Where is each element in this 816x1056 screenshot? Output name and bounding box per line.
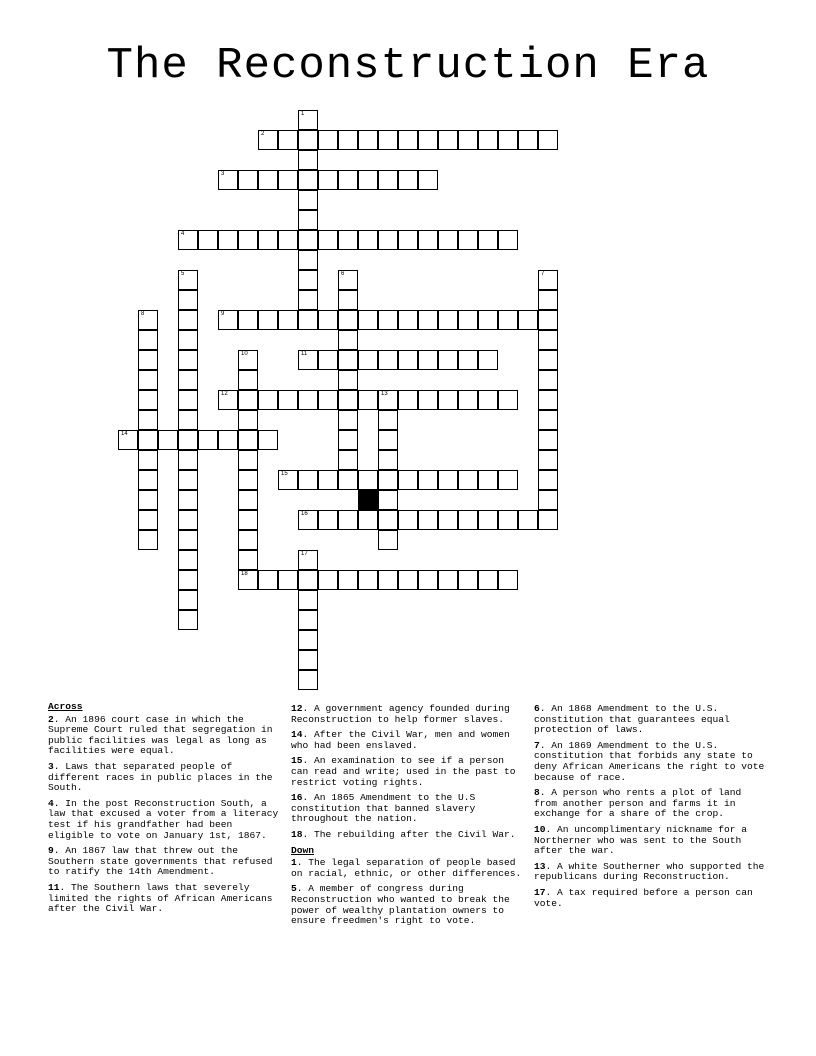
grid-cell[interactable] <box>498 470 518 490</box>
clue-number: 4 <box>48 797 54 809</box>
grid-cell[interactable] <box>378 570 398 590</box>
grid-cell[interactable] <box>438 350 458 370</box>
grid-cell[interactable] <box>378 230 398 250</box>
cell-number: 7 <box>541 271 545 277</box>
grid-cell[interactable] <box>338 430 358 450</box>
across-clue-14 <box>291 730 523 751</box>
grid-cell[interactable] <box>298 270 318 290</box>
grid-cell[interactable] <box>478 510 498 530</box>
down-clue-7 <box>534 741 766 783</box>
grid-cell[interactable] <box>358 130 378 150</box>
grid-cell[interactable] <box>178 310 198 330</box>
grid-cell[interactable] <box>358 510 378 530</box>
grid-cell[interactable] <box>318 310 338 330</box>
down-clue-6 <box>534 704 766 736</box>
grid-cell[interactable] <box>458 470 478 490</box>
grid-cell[interactable] <box>178 350 198 370</box>
grid-cell[interactable] <box>418 390 438 410</box>
clue-number: 10 <box>534 823 546 835</box>
clue-text: . In the post Reconstruction South, a law that excused a voter from a literacy test if his grandfather had been eligible to vote on January 1st, 1867. <box>48 797 279 841</box>
grid-cell[interactable] <box>478 310 498 330</box>
grid-cell[interactable] <box>538 410 558 430</box>
grid-cell[interactable] <box>118 430 138 450</box>
grid-cell[interactable] <box>178 290 198 310</box>
grid-cell[interactable] <box>378 310 398 330</box>
grid-cell[interactable] <box>418 130 438 150</box>
clue-text: . A tax required before a person can vote. <box>534 886 753 909</box>
grid-cell[interactable] <box>418 230 438 250</box>
grid-cell[interactable] <box>458 570 478 590</box>
cell-number: 15 <box>281 471 288 477</box>
grid-cell[interactable] <box>178 230 198 250</box>
clues-column-2 <box>291 702 523 932</box>
grid-cell[interactable] <box>258 390 278 410</box>
grid-cell[interactable] <box>298 150 318 170</box>
grid-cell[interactable] <box>218 430 238 450</box>
cell-number: 11 <box>301 351 308 357</box>
grid-cell[interactable] <box>418 310 438 330</box>
cell-number: 6 <box>341 271 345 277</box>
grid-cell[interactable] <box>358 470 378 490</box>
grid-cell[interactable] <box>358 310 378 330</box>
grid-cell[interactable] <box>238 230 258 250</box>
grid-cell[interactable] <box>338 130 358 150</box>
grid-cell[interactable] <box>198 430 218 450</box>
grid-cell[interactable] <box>178 610 198 630</box>
grid-cell[interactable] <box>238 510 258 530</box>
grid-cell[interactable] <box>378 510 398 530</box>
down-clue-list <box>291 858 523 927</box>
grid-cell[interactable] <box>138 470 158 490</box>
clue-number: 7 <box>534 739 540 751</box>
grid-cell[interactable] <box>538 450 558 470</box>
clue-text: . The Southern laws that severely limited the rights of African Americans after the Civil War. <box>48 881 273 915</box>
clue-text: . The rebuilding after the Civil War. <box>302 828 516 840</box>
across-heading: Across <box>48 701 83 712</box>
grid-cell[interactable] <box>238 170 258 190</box>
grid-cell[interactable] <box>258 130 278 150</box>
grid-cell[interactable] <box>338 270 358 290</box>
grid-cell[interactable] <box>178 430 198 450</box>
grid-cell[interactable] <box>198 230 218 250</box>
cell-number: 1 <box>301 111 305 117</box>
grid-cell[interactable] <box>318 130 338 150</box>
grid-cell[interactable] <box>258 230 278 250</box>
across-clue-18 <box>291 830 523 841</box>
clue-number: 14 <box>291 729 303 741</box>
grid-cell[interactable] <box>538 310 558 330</box>
grid-cell[interactable] <box>278 570 298 590</box>
grid-cell[interactable] <box>398 350 418 370</box>
grid-cell[interactable] <box>298 190 318 210</box>
grid-cell[interactable] <box>298 650 318 670</box>
grid-cell[interactable] <box>398 390 418 410</box>
grid-cell[interactable] <box>138 530 158 550</box>
grid-cell[interactable] <box>178 410 198 430</box>
grid-cell[interactable] <box>358 350 378 370</box>
across-clue-16 <box>291 793 523 825</box>
cell-number: 14 <box>121 431 128 437</box>
grid-cell[interactable] <box>178 270 198 290</box>
grid-cell[interactable] <box>418 570 438 590</box>
clues-column-1 <box>48 702 280 920</box>
grid-cell[interactable] <box>538 470 558 490</box>
grid-cell[interactable] <box>378 390 398 410</box>
grid-cell[interactable] <box>298 130 318 150</box>
grid-cell[interactable] <box>378 130 398 150</box>
grid-cell[interactable] <box>238 310 258 330</box>
clue-text: . An 1869 Amendment to the U.S. constitution that forbids any state to deny African Americans the right to vote because of race. <box>534 739 765 783</box>
down-clue-5 <box>291 884 523 926</box>
grid-cell[interactable] <box>458 390 478 410</box>
across-clue-list <box>48 715 280 915</box>
grid-cell[interactable] <box>238 550 258 570</box>
across-clue-3 <box>48 762 280 794</box>
grid-cell[interactable] <box>298 230 318 250</box>
grid-cell[interactable] <box>438 570 458 590</box>
across-clue-12 <box>291 704 523 725</box>
across-clue-2 <box>48 715 280 757</box>
clue-text: . A government agency founded during Reconstruction to help former slaves. <box>291 703 510 725</box>
grid-cell[interactable] <box>338 350 358 370</box>
across-clue-11 <box>48 883 280 915</box>
grid-cell[interactable] <box>298 390 318 410</box>
grid-cell[interactable] <box>378 470 398 490</box>
grid-cell[interactable] <box>498 230 518 250</box>
grid-cell[interactable] <box>298 550 318 570</box>
grid-cell[interactable] <box>338 170 358 190</box>
grid-cell[interactable] <box>238 370 258 390</box>
grid-cell[interactable] <box>178 570 198 590</box>
clues-column-3 <box>534 702 766 914</box>
across-clue-4 <box>48 799 280 841</box>
grid-cell[interactable] <box>398 230 418 250</box>
grid-cell[interactable] <box>298 350 318 370</box>
grid-cell[interactable] <box>538 490 558 510</box>
grid-cell[interactable] <box>298 510 318 530</box>
grid-cell[interactable] <box>138 430 158 450</box>
clue-text: . An examination to see if a person can read and write; used in the past to restrict voting rights. <box>291 755 516 788</box>
clue-number: 1 <box>291 857 297 869</box>
grid-cell[interactable] <box>318 390 338 410</box>
grid-cell[interactable] <box>418 350 438 370</box>
grid-cell[interactable] <box>338 450 358 470</box>
grid-cell[interactable] <box>538 330 558 350</box>
grid-cell[interactable] <box>178 370 198 390</box>
grid-cell[interactable] <box>318 230 338 250</box>
grid-cell[interactable] <box>338 290 358 310</box>
grid-cell[interactable] <box>238 350 258 370</box>
clue-number: 8 <box>534 787 540 799</box>
clue-text: . An 1896 court case in which the Supreme Court ruled that segregation in public facilities was legal as long as facilities were equal. <box>48 713 273 757</box>
clue-number: 11 <box>48 881 60 893</box>
clue-number: 3 <box>48 760 54 772</box>
grid-cell[interactable] <box>298 290 318 310</box>
grid-cell[interactable] <box>318 170 338 190</box>
grid-cell[interactable] <box>438 130 458 150</box>
grid-cell[interactable] <box>538 270 558 290</box>
grid-cell[interactable] <box>438 470 458 490</box>
grid-cell[interactable] <box>358 230 378 250</box>
grid-cell[interactable] <box>338 230 358 250</box>
grid-cell[interactable] <box>238 570 258 590</box>
grid-cell[interactable] <box>378 350 398 370</box>
grid-cell[interactable] <box>378 490 398 510</box>
grid-cell[interactable] <box>498 310 518 330</box>
grid-cell[interactable] <box>278 470 298 490</box>
grid-cell[interactable] <box>458 510 478 530</box>
cell-number: 8 <box>141 311 145 317</box>
grid-cell[interactable] <box>258 570 278 590</box>
grid-cell[interactable] <box>218 310 238 330</box>
grid-cell[interactable] <box>338 510 358 530</box>
grid-cell[interactable] <box>298 250 318 270</box>
grid-cell[interactable] <box>178 450 198 470</box>
grid-cell[interactable] <box>298 470 318 490</box>
grid-cell[interactable] <box>358 170 378 190</box>
grid-cell[interactable] <box>318 510 338 530</box>
clue-text: . After the Civil War, men and women who had been enslaved. <box>291 729 510 751</box>
grid-cell[interactable] <box>238 430 258 450</box>
down-heading: Down <box>291 844 315 856</box>
grid-cell[interactable] <box>378 430 398 450</box>
grid-cell[interactable] <box>478 230 498 250</box>
grid-cell[interactable] <box>258 310 278 330</box>
grid-cell[interactable] <box>298 310 318 330</box>
grid-cell[interactable] <box>398 130 418 150</box>
grid-cell[interactable] <box>478 350 498 370</box>
clue-number: 17 <box>534 886 546 898</box>
grid-cell[interactable] <box>178 330 198 350</box>
grid-cell[interactable] <box>418 510 438 530</box>
clue-number: 13 <box>534 860 546 872</box>
grid-cell[interactable] <box>478 570 498 590</box>
grid-cell[interactable] <box>238 530 258 550</box>
grid-cell[interactable] <box>438 390 458 410</box>
grid-cell[interactable] <box>178 390 198 410</box>
grid-cell[interactable] <box>498 130 518 150</box>
grid-cell[interactable] <box>418 470 438 490</box>
grid-cell[interactable] <box>518 130 538 150</box>
grid-cell[interactable] <box>238 410 258 430</box>
down-clue-17 <box>534 888 766 909</box>
grid-cell[interactable] <box>298 110 318 130</box>
grid-cell[interactable] <box>438 230 458 250</box>
grid-cell[interactable] <box>538 350 558 370</box>
grid-cell[interactable] <box>338 570 358 590</box>
grid-cell[interactable] <box>338 330 358 350</box>
grid-cell[interactable] <box>238 490 258 510</box>
down-clue-1 <box>291 858 523 879</box>
grid-cell[interactable] <box>298 630 318 650</box>
clue-number: 2 <box>48 713 54 725</box>
grid-cell[interactable] <box>278 310 298 330</box>
grid-cell[interactable] <box>278 130 298 150</box>
grid-cell[interactable] <box>138 510 158 530</box>
grid-cell[interactable] <box>378 170 398 190</box>
clue-number: 15 <box>291 755 303 767</box>
grid-cell[interactable] <box>238 390 258 410</box>
grid-cell[interactable] <box>138 370 158 390</box>
grid-cell[interactable] <box>438 510 458 530</box>
cell-number: 18 <box>241 571 248 577</box>
grid-cell[interactable] <box>258 430 278 450</box>
grid-cell[interactable] <box>298 570 318 590</box>
grid-cell[interactable] <box>138 310 158 330</box>
grid-cell[interactable] <box>158 430 178 450</box>
grid-cell[interactable] <box>318 350 338 370</box>
clue-number: 5 <box>291 883 297 895</box>
grid-cell[interactable] <box>218 170 238 190</box>
clue-text: . A white Southerner who supported the republicans during Reconstruction. <box>534 860 765 883</box>
grid-cell[interactable] <box>498 510 518 530</box>
grid-cell[interactable] <box>498 570 518 590</box>
grid-cell[interactable] <box>178 490 198 510</box>
grid-cell[interactable] <box>338 310 358 330</box>
grid-cell[interactable] <box>258 170 278 190</box>
grid-cell[interactable] <box>218 390 238 410</box>
grid-cell[interactable] <box>318 470 338 490</box>
puzzle-title: The Reconstruction Era <box>106 41 710 91</box>
clue-text: . A person who rents a plot of land from another person and farms it in exchange for a share of the crop. <box>534 787 742 820</box>
grid-cell[interactable] <box>398 570 418 590</box>
grid-cell[interactable] <box>378 450 398 470</box>
clue-text: . An 1865 Amendment to the U.S constitution that banned slavery throughout the nation. <box>291 792 476 825</box>
grid-cell[interactable] <box>298 170 318 190</box>
grid-cell[interactable] <box>178 590 198 610</box>
clue-text: . A member of congress during Reconstruction who wanted to break the power of wealthy plantation owners to ensure freedmen's right to vote. <box>291 883 510 927</box>
grid-cell[interactable] <box>178 550 198 570</box>
cell-number: 16 <box>301 511 308 517</box>
grid-cell[interactable] <box>438 310 458 330</box>
grid-cell[interactable] <box>138 410 158 430</box>
clue-text: . An 1868 Amendment to the U.S. constitution that guarantees equal protection of laws. <box>534 703 730 736</box>
cell-number: 10 <box>241 351 248 357</box>
down-clue-8 <box>534 788 766 820</box>
grid-cell[interactable] <box>478 390 498 410</box>
grid-cell[interactable] <box>398 510 418 530</box>
cell-number: 3 <box>221 171 225 177</box>
grid-cell[interactable] <box>458 230 478 250</box>
grid-cell[interactable] <box>458 310 478 330</box>
grid-cell[interactable] <box>298 670 318 690</box>
down-clue-10 <box>534 825 766 857</box>
grid-cell[interactable] <box>378 410 398 430</box>
grid-cell[interactable] <box>498 390 518 410</box>
grid-cell[interactable] <box>178 470 198 490</box>
cell-number: 12 <box>221 391 228 397</box>
clue-text: . An 1867 law that threw out the Southern state governments that refused to ratify the 14th Amendment. <box>48 845 273 878</box>
clue-number: 6 <box>534 703 540 714</box>
grid-cell[interactable] <box>278 390 298 410</box>
grid-cell[interactable] <box>478 130 498 150</box>
cell-number: 2 <box>261 131 265 137</box>
cell-number: 17 <box>301 551 308 557</box>
grid-cell[interactable] <box>538 430 558 450</box>
cell-number: 9 <box>221 311 225 317</box>
clue-text: . The legal separation of people based on racial, ethnic, or other differences. <box>291 857 522 879</box>
clue-number: 18 <box>291 828 303 840</box>
grid-cell[interactable] <box>138 330 158 350</box>
grid-cell[interactable] <box>218 230 238 250</box>
grid-cell[interactable] <box>138 390 158 410</box>
grid-cell[interactable] <box>138 490 158 510</box>
grid-cell[interactable] <box>538 130 558 150</box>
grid-cell[interactable] <box>238 470 258 490</box>
grid-cell[interactable] <box>398 310 418 330</box>
grid-cell[interactable] <box>458 130 478 150</box>
grid-cell[interactable] <box>538 370 558 390</box>
across-clue-15 <box>291 756 523 788</box>
grid-cell[interactable] <box>518 310 538 330</box>
grid-cell[interactable] <box>298 210 318 230</box>
grid-cell[interactable] <box>398 170 418 190</box>
grid-cell[interactable] <box>238 450 258 470</box>
grid-cell[interactable] <box>378 530 398 550</box>
grid-cell[interactable] <box>138 350 158 370</box>
clue-text: . Laws that separated people of different races in public places in the South. <box>48 760 273 794</box>
grid-cell[interactable] <box>358 390 378 410</box>
grid-cell[interactable] <box>278 170 298 190</box>
grid-cell[interactable] <box>418 170 438 190</box>
across-clue-list-continued <box>291 704 523 841</box>
clue-number: 9 <box>48 845 54 857</box>
grid-cell[interactable] <box>538 290 558 310</box>
down-clue-13 <box>534 862 766 883</box>
grid-cell[interactable] <box>478 470 498 490</box>
grid-cell[interactable] <box>338 370 358 390</box>
cell-number: 13 <box>381 391 388 397</box>
clue-text: . An uncomplimentary nickname for a Northerner who was sent to the South after the war. <box>534 823 748 857</box>
grid-cell[interactable] <box>298 610 318 630</box>
grid-cell[interactable] <box>518 510 538 530</box>
clue-number: 12 <box>291 703 303 714</box>
grid-cell[interactable] <box>538 390 558 410</box>
grid-cell[interactable] <box>458 350 478 370</box>
grid-cell[interactable] <box>138 450 158 470</box>
black-cell <box>358 490 378 510</box>
cell-number: 4 <box>181 231 185 237</box>
grid-cell[interactable] <box>278 230 298 250</box>
grid-cell[interactable] <box>338 410 358 430</box>
grid-cell[interactable] <box>178 530 198 550</box>
cell-number: 5 <box>181 271 185 277</box>
across-clue-9 <box>48 846 280 878</box>
grid-cell[interactable] <box>398 470 418 490</box>
grid-cell[interactable] <box>318 570 338 590</box>
grid-cell[interactable] <box>358 570 378 590</box>
grid-cell[interactable] <box>298 590 318 610</box>
clue-number: 16 <box>291 792 303 804</box>
grid-cell[interactable] <box>338 390 358 410</box>
grid-cell[interactable] <box>538 510 558 530</box>
down-clue-list-continued <box>534 704 766 909</box>
grid-cell[interactable] <box>338 470 358 490</box>
grid-cell[interactable] <box>178 510 198 530</box>
